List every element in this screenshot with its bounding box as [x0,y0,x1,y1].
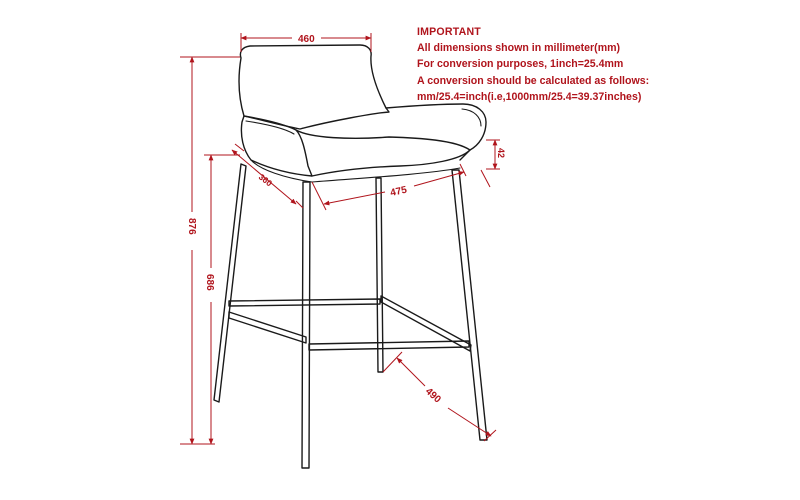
note-heading: IMPORTANT [417,26,481,38]
important-note [417,24,649,105]
note-line-formula: mm/25.4=inch(i.e,1000mm/25.4=39.37inches) [417,90,642,103]
dim-total-height: 876 [186,218,197,235]
dim-arm-height: 42 [496,148,506,159]
dim-back-width: 460 [298,34,315,45]
dim-base-depth: 490 [422,386,443,406]
backrest [239,45,389,129]
front-right-leg [452,170,487,440]
note-line-units: All dimensions shown in millimeter(mm) [417,42,621,55]
front-left-leg [302,182,310,468]
back-left-leg [214,164,246,402]
dim-seat-height: 686 [204,274,215,291]
stool-outline [214,45,487,468]
right-armrest [386,104,486,160]
seat-cushion [296,130,470,176]
dim-seat-depth: 360 [256,171,275,189]
dim-seat-width: 475 [389,184,408,199]
footrest-frame [229,296,471,351]
note-line-conversion: For conversion purposes, 1inch=25.4mm [417,58,624,71]
note-line-formula-intro: A conversion should be calculated as follows: [417,74,650,87]
